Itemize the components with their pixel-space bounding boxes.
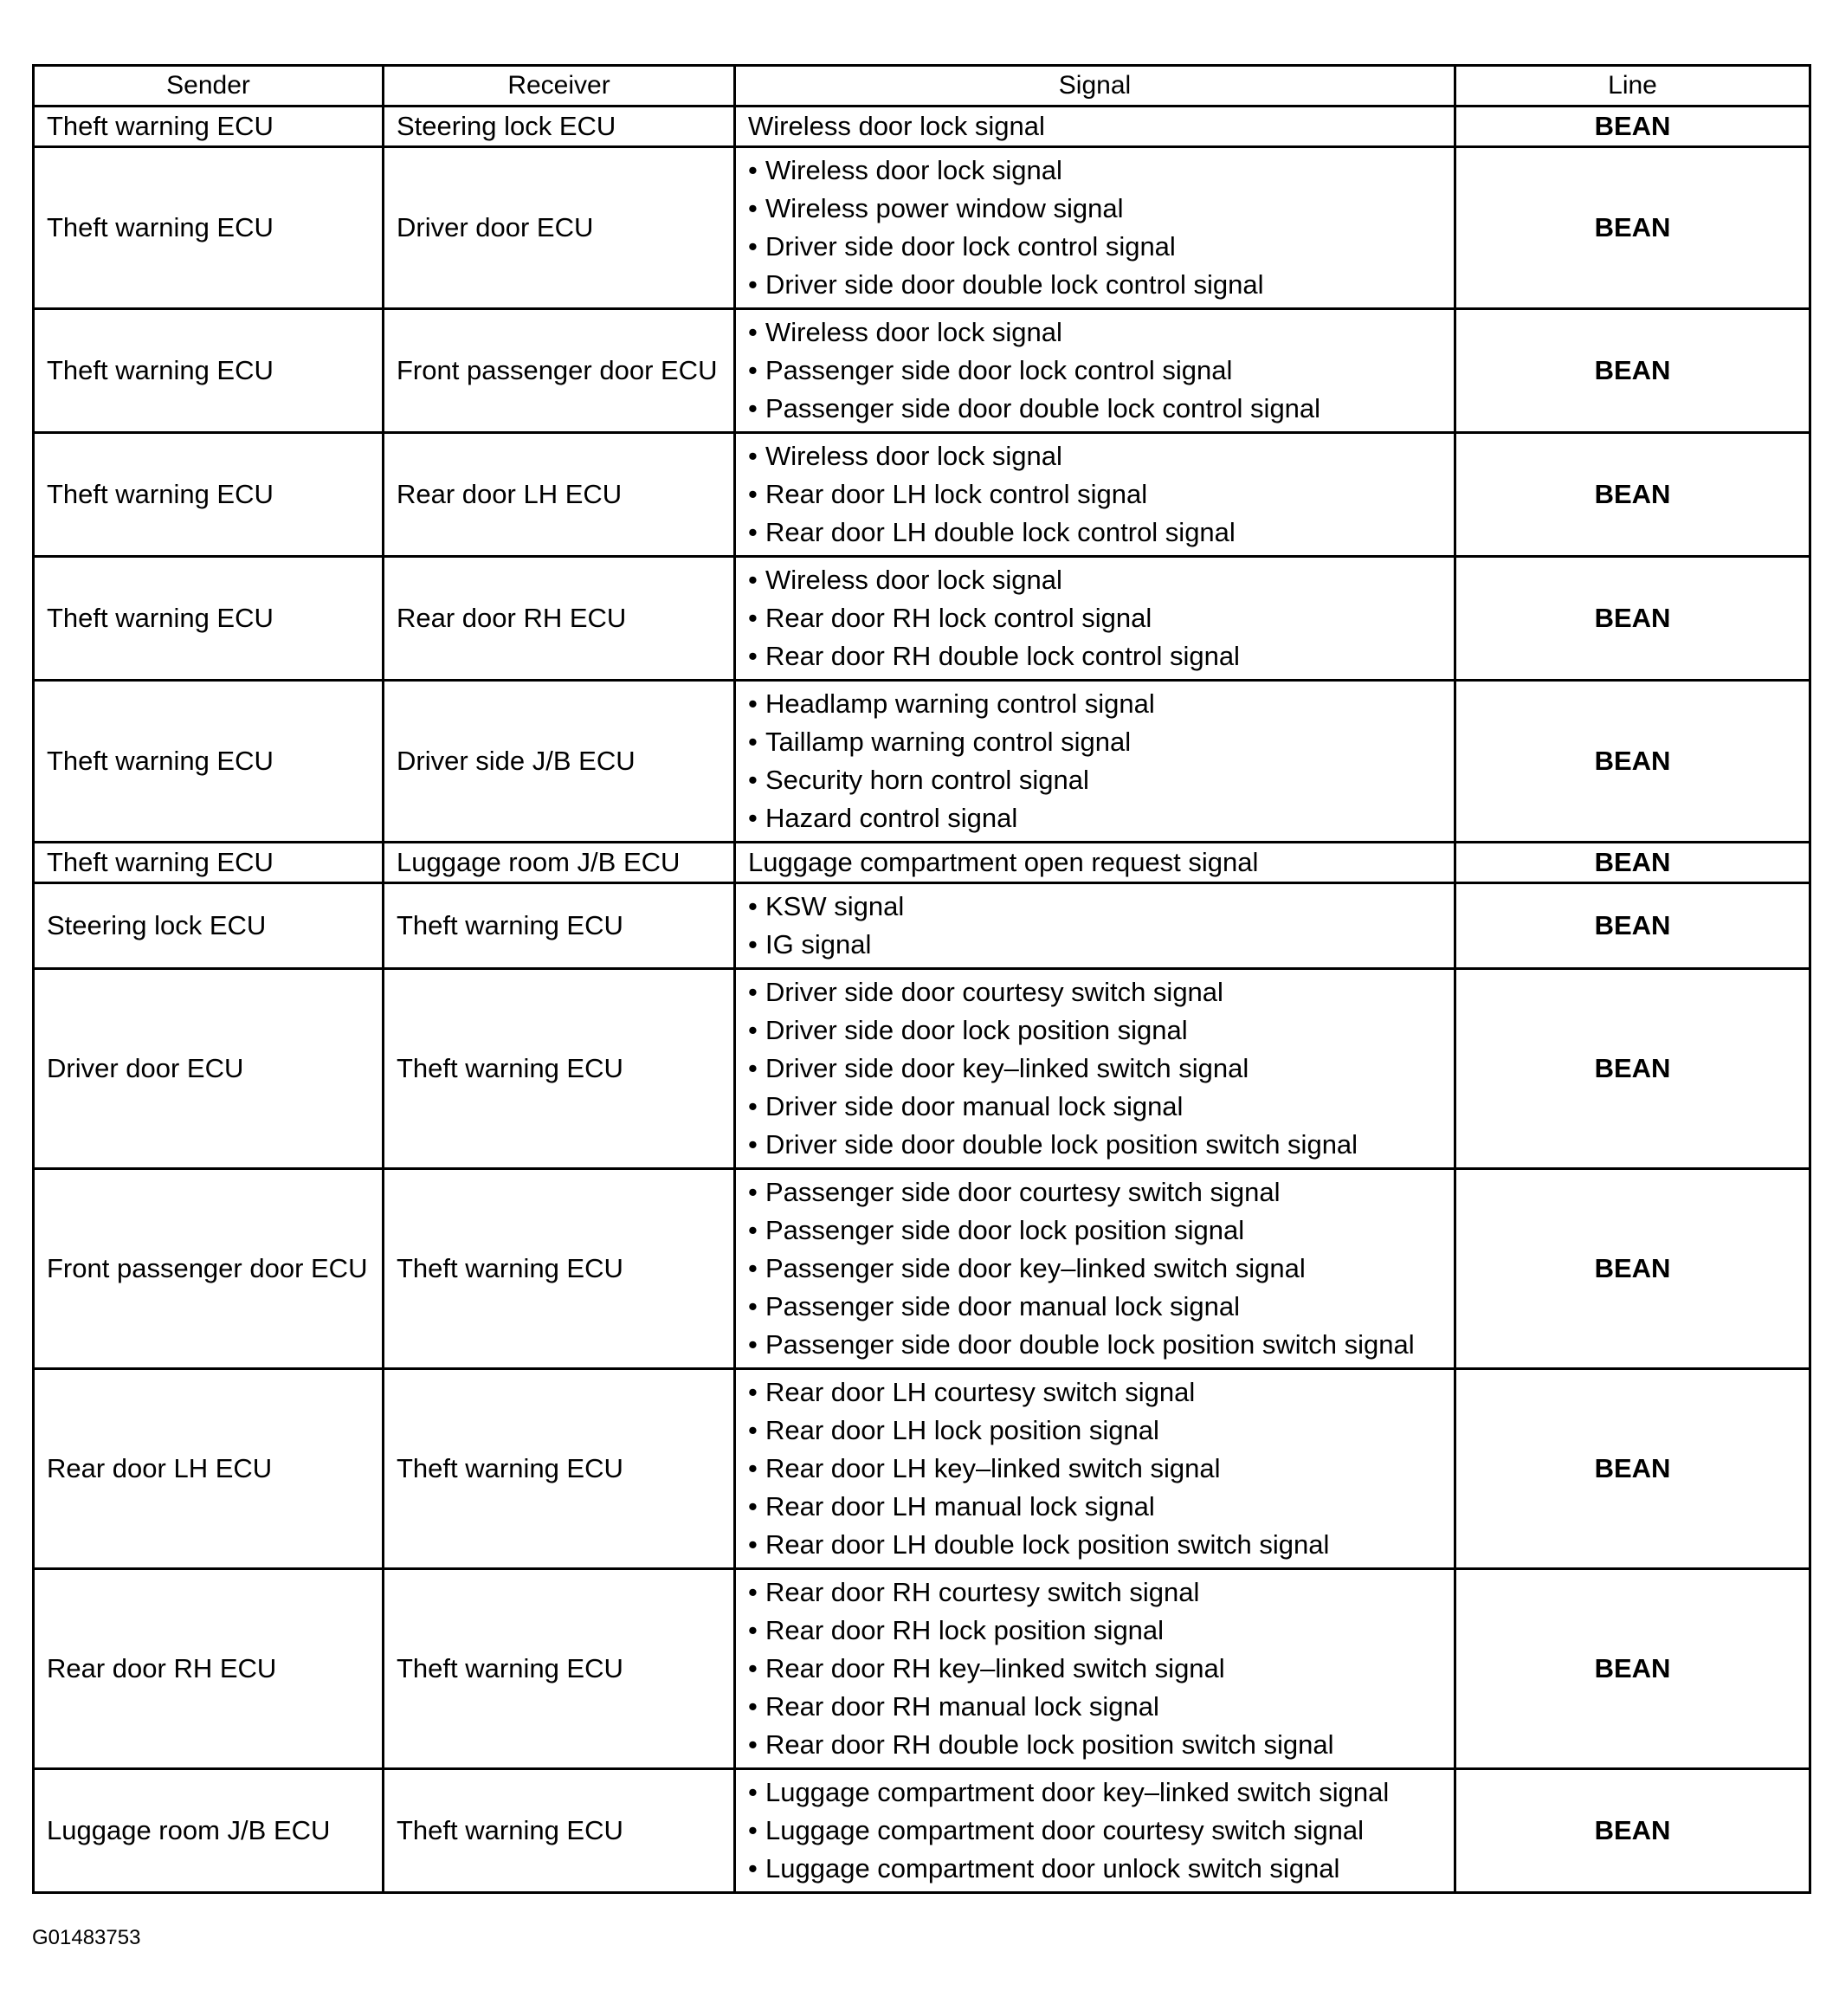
signal-list: [748, 1370, 1442, 1567]
signal-list-item: • KSW signal: [748, 888, 1442, 926]
line-cell: BEAN: [1455, 843, 1810, 883]
signal-list-item: • Rear door RH lock position signal: [748, 1612, 1442, 1650]
line-cell: BEAN: [1455, 557, 1810, 681]
signal-list: [748, 148, 1442, 307]
receiver-cell: Steering lock ECU: [384, 107, 735, 147]
signal-list-item: • Headlamp warning control signal: [748, 685, 1442, 723]
signal-list: [748, 970, 1442, 1167]
signal-list-item: • Rear door RH key–linked switch signal: [748, 1650, 1442, 1688]
sender-cell: Luggage room J/B ECU: [34, 1769, 384, 1893]
signal-list-item: • Rear door RH double lock position switch signal: [748, 1726, 1442, 1764]
communication-table: [32, 64, 1811, 1894]
signal-list-item: • Luggage compartment door unlock switch signal: [748, 1850, 1442, 1888]
sender-cell: Theft warning ECU: [34, 681, 384, 843]
header-line: Line: [1455, 66, 1810, 107]
signal-list-item: • IG signal: [748, 926, 1442, 964]
signal-list-item: • Rear door LH manual lock signal: [748, 1488, 1442, 1526]
communication-table-container: [32, 64, 1809, 1894]
signal-list: [748, 884, 1442, 967]
table-row: [34, 147, 1810, 309]
signal-cell: [735, 843, 1455, 883]
line-cell: BEAN: [1455, 681, 1810, 843]
table-row: [34, 107, 1810, 147]
line-cell: BEAN: [1455, 1169, 1810, 1369]
receiver-cell: Driver door ECU: [384, 147, 735, 309]
line-cell: BEAN: [1455, 1569, 1810, 1769]
line-cell: BEAN: [1455, 1769, 1810, 1893]
signal-list-item: • Passenger side door key–linked switch signal: [748, 1250, 1442, 1288]
signal-list-item: • Rear door RH lock control signal: [748, 599, 1442, 637]
signal-list: [748, 558, 1442, 679]
sender-cell: Theft warning ECU: [34, 433, 384, 557]
signal-cell: [735, 147, 1455, 309]
signal-cell: [735, 969, 1455, 1169]
figure-id: G01483753: [32, 1926, 141, 1949]
receiver-cell: Luggage room J/B ECU: [384, 843, 735, 883]
signal-list-item: • Passenger side door lock control signal: [748, 352, 1442, 390]
receiver-cell: Rear door RH ECU: [384, 557, 735, 681]
signal-list-item: • Driver side door key–linked switch signal: [748, 1050, 1442, 1088]
line-cell: BEAN: [1455, 107, 1810, 147]
table-row: [34, 843, 1810, 883]
signal-list-item: • Wireless power window signal: [748, 190, 1442, 228]
receiver-cell: Theft warning ECU: [384, 1769, 735, 1893]
signal-list-item: • Driver side door courtesy switch signal: [748, 973, 1442, 1011]
signal-list-item: • Luggage compartment door courtesy switch signal: [748, 1812, 1442, 1850]
receiver-cell: Theft warning ECU: [384, 1369, 735, 1569]
sender-cell: Rear door LH ECU: [34, 1369, 384, 1569]
line-cell: BEAN: [1455, 883, 1810, 969]
signal-list-item: • Driver side door double lock position switch signal: [748, 1126, 1442, 1164]
signal-list-item: • Rear door LH key–linked switch signal: [748, 1450, 1442, 1488]
signal-list-item: • Rear door LH double lock position switch signal: [748, 1526, 1442, 1564]
signal-list-item: • Hazard control signal: [748, 799, 1442, 837]
line-cell: BEAN: [1455, 433, 1810, 557]
signal-list-item: • Rear door LH double lock control signal: [748, 514, 1442, 552]
table-row: [34, 1369, 1810, 1569]
signal-cell: [735, 681, 1455, 843]
table-row: [34, 1769, 1810, 1893]
signal-cell: [735, 433, 1455, 557]
sender-cell: Theft warning ECU: [34, 147, 384, 309]
receiver-cell: Front passenger door ECU: [384, 309, 735, 433]
signal-cell: [735, 883, 1455, 969]
signal-list: [748, 310, 1442, 431]
header-row: [34, 66, 1810, 107]
header-signal: Signal: [735, 66, 1455, 107]
sender-cell: Rear door RH ECU: [34, 1569, 384, 1769]
sender-cell: Theft warning ECU: [34, 557, 384, 681]
signal-cell: [735, 1569, 1455, 1769]
signal-list-item: • Rear door LH courtesy switch signal: [748, 1373, 1442, 1412]
table-body: [34, 107, 1810, 1893]
signal-cell: [735, 107, 1455, 147]
signal-list: [748, 1770, 1442, 1891]
signal-list-item: • Rear door RH courtesy switch signal: [748, 1573, 1442, 1612]
sender-cell: Theft warning ECU: [34, 843, 384, 883]
signal-list: [748, 1170, 1442, 1367]
signal-list-item: • Wireless door lock signal: [748, 152, 1442, 190]
line-cell: BEAN: [1455, 147, 1810, 309]
signal-list: [748, 1570, 1442, 1767]
signal-cell: [735, 557, 1455, 681]
header-receiver: Receiver: [384, 66, 735, 107]
receiver-cell: Theft warning ECU: [384, 1169, 735, 1369]
table-row: [34, 969, 1810, 1169]
signal-list-item: • Wireless door lock signal: [748, 437, 1442, 475]
signal-cell: [735, 309, 1455, 433]
table-row: [34, 557, 1810, 681]
table-row: [34, 433, 1810, 557]
line-cell: BEAN: [1455, 969, 1810, 1169]
signal-list-item: • Passenger side door manual lock signal: [748, 1288, 1442, 1326]
signal-list-item: • Rear door RH manual lock signal: [748, 1688, 1442, 1726]
signal-list-item: • Passenger side door courtesy switch signal: [748, 1173, 1442, 1212]
signal-list-item: • Luggage compartment door key–linked switch signal: [748, 1774, 1442, 1812]
signal-list-item: • Passenger side door lock position signal: [748, 1212, 1442, 1250]
signal-cell: [735, 1169, 1455, 1369]
signal-list-item: • Rear door LH lock position signal: [748, 1412, 1442, 1450]
receiver-cell: Theft warning ECU: [384, 1569, 735, 1769]
signal-list-item: • Rear door RH double lock control signal: [748, 637, 1442, 675]
receiver-cell: Rear door LH ECU: [384, 433, 735, 557]
sender-cell: Steering lock ECU: [34, 883, 384, 969]
table-row: [34, 1569, 1810, 1769]
table-row: [34, 883, 1810, 969]
receiver-cell: Theft warning ECU: [384, 969, 735, 1169]
signal-list-item: • Driver side door lock control signal: [748, 228, 1442, 266]
signal-cell: [735, 1369, 1455, 1569]
signal-list: [748, 682, 1442, 841]
signal-list-item: • Passenger side door double lock position switch signal: [748, 1326, 1442, 1364]
signal-list-item: • Rear door LH lock control signal: [748, 475, 1442, 514]
sender-cell: Theft warning ECU: [34, 309, 384, 433]
table-row: [34, 681, 1810, 843]
signal-list-item: • Wireless door lock signal: [748, 313, 1442, 352]
header-sender: Sender: [34, 66, 384, 107]
receiver-cell: Theft warning ECU: [384, 883, 735, 969]
signal-cell: [735, 1769, 1455, 1893]
signal-list-item: • Wireless door lock signal: [748, 561, 1442, 599]
signal-list-item: • Driver side door manual lock signal: [748, 1088, 1442, 1126]
line-cell: BEAN: [1455, 1369, 1810, 1569]
signal-list-item: • Passenger side door double lock control signal: [748, 390, 1442, 428]
signal-list-item: • Taillamp warning control signal: [748, 723, 1442, 761]
signal-list-item: • Security horn control signal: [748, 761, 1442, 799]
signal-list-item: • Driver side door lock position signal: [748, 1011, 1442, 1050]
line-cell: BEAN: [1455, 309, 1810, 433]
table-row: [34, 309, 1810, 433]
sender-cell: Theft warning ECU: [34, 107, 384, 147]
sender-cell: Front passenger door ECU: [34, 1169, 384, 1369]
table-row: [34, 1169, 1810, 1369]
signal-list: [748, 434, 1442, 555]
signal-text: Luggage compartment open request signal: [748, 847, 1259, 877]
receiver-cell: Driver side J/B ECU: [384, 681, 735, 843]
signal-text: Wireless door lock signal: [748, 111, 1045, 141]
signal-list-item: • Driver side door double lock control signal: [748, 266, 1442, 304]
sender-cell: Driver door ECU: [34, 969, 384, 1169]
